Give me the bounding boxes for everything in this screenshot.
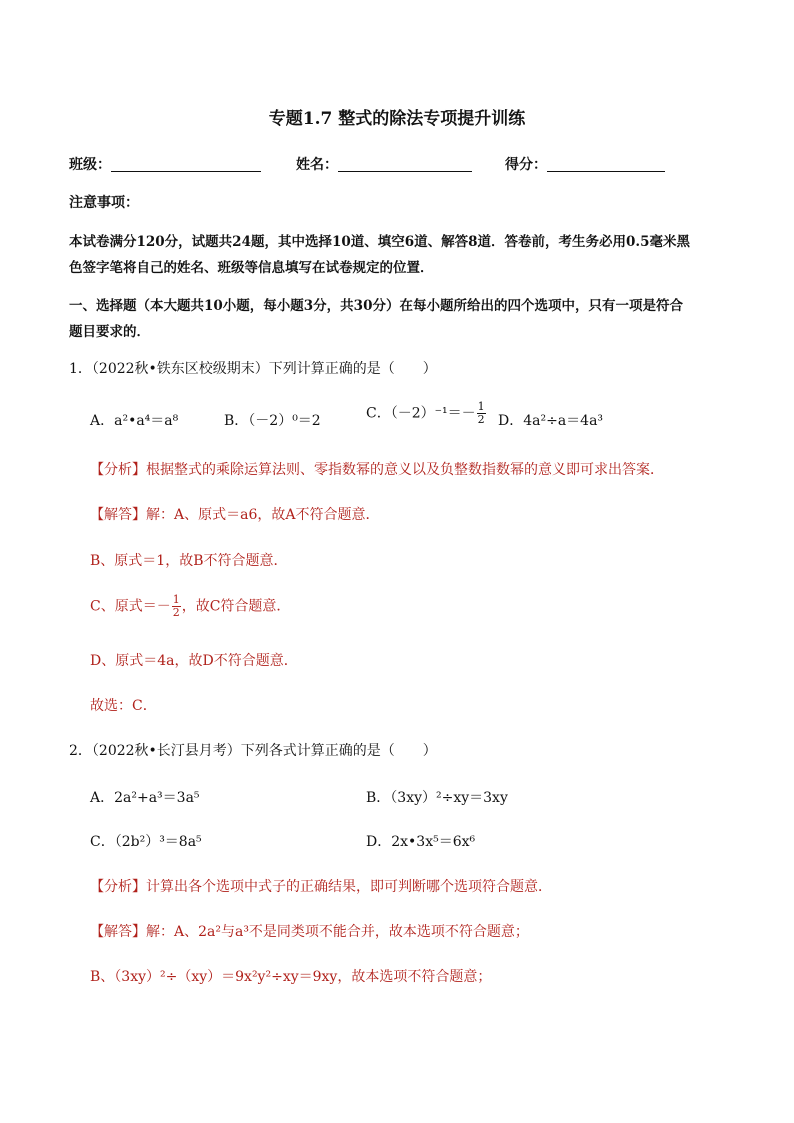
name-blank[interactable] — [338, 157, 472, 172]
q2-option-b: B．（3xy）²÷xy＝3xy — [366, 790, 508, 806]
q2-answer-a — [90, 921, 529, 941]
analysis-text: 根据整式的乘除运算法则、零指数幂的意义以及负整数指数幂的意义即可求出答案． — [146, 462, 664, 478]
class-field — [69, 154, 261, 174]
section-1-line-1: 一、选择题（本大题共10小题，每小题3分，共30分）在每小题所给出的四个选项中，只有一项是符合 — [69, 298, 683, 314]
fraction-denominator: 2 — [172, 606, 180, 619]
q1-answer-d: D、原式＝4a，故D不符合题意． — [90, 653, 298, 669]
answer-c-pre: C、原式＝－ — [90, 598, 171, 615]
choose-value: C． — [132, 698, 157, 714]
q1-answer-a — [90, 504, 379, 524]
q2-analysis — [90, 876, 552, 896]
q2-answer-b: B、（3xy）²÷（xy）＝9x²y²÷xy＝9xy，故本选项不符合题意； — [90, 969, 492, 985]
section-1-line-2: 题目要求的． — [69, 324, 150, 340]
answer-c-post: ，故C符合题意． — [181, 598, 291, 615]
q2-option-d: D．2x•3x⁵＝6x⁶ — [366, 834, 476, 850]
analysis-tag: 【分析】 — [90, 879, 146, 895]
question-2-stem: 2．（2022秋•长汀县月考）下列各式计算正确的是（ ） — [69, 743, 437, 759]
fraction-denominator: 2 — [477, 413, 485, 426]
q1-option-b: B．（－2）⁰＝2 — [224, 413, 321, 429]
class-blank[interactable] — [111, 157, 261, 172]
notice-line-1: 本试卷满分120分，试题共24题，其中选择10道、填空6道、解答8道．答卷前，考生务必用0.5毫米黑 — [69, 234, 691, 250]
q1-option-c — [366, 401, 487, 426]
question-1-stem: 1．（2022秋•铁东区校级期末）下列计算正确的是（ ） — [69, 361, 437, 377]
fraction-numerator: 1 — [172, 593, 180, 606]
score-label: 得分： — [505, 157, 547, 173]
answer-a-text: 解：A、原式＝a6，故A不符合题意． — [146, 507, 380, 523]
q1-option-d: D．4a²÷a＝4a³ — [498, 413, 604, 429]
page-title: 专题1.7 整式的除法专项提升训练 — [268, 109, 526, 129]
q1-answer-b: B、原式＝1，故B不符合题意． — [90, 553, 288, 569]
q1-option-c-fraction — [477, 401, 486, 426]
class-label: 班级： — [69, 157, 111, 173]
score-field — [505, 154, 665, 174]
answer-tag: 【解答】 — [90, 924, 146, 940]
q1-option-a: A．a²•a⁴＝a⁸ — [90, 413, 179, 429]
notice-heading: 注意事项： — [69, 195, 139, 211]
q2-option-a: A．2a²+a³＝3a⁵ — [90, 790, 200, 806]
fraction-numerator: 1 — [477, 400, 485, 413]
q1-option-c-text: C．（－2）⁻¹＝－ — [366, 405, 476, 422]
choose-label: 故选： — [90, 698, 132, 714]
q1-choose — [90, 695, 157, 715]
q1-answer-c — [90, 594, 290, 619]
analysis-text: 计算出各个选项中式子的正确结果，即可判断哪个选项符合题意． — [146, 879, 552, 895]
name-label: 姓名： — [296, 157, 338, 173]
answer-tag: 【解答】 — [90, 507, 146, 523]
name-field — [296, 154, 472, 174]
q1-analysis — [90, 459, 664, 479]
answer-a-text: 解：A、2a²与a³不是同类项不能合并，故本选项不符合题意； — [146, 924, 529, 940]
score-blank[interactable] — [547, 157, 665, 172]
q2-option-c: C．（2b²）³＝8a⁵ — [90, 834, 202, 850]
analysis-tag: 【分析】 — [90, 462, 146, 478]
notice-line-2: 色签字笔将自己的姓名、班级等信息填写在试卷规定的位置． — [69, 260, 434, 276]
answer-c-fraction — [172, 594, 181, 619]
